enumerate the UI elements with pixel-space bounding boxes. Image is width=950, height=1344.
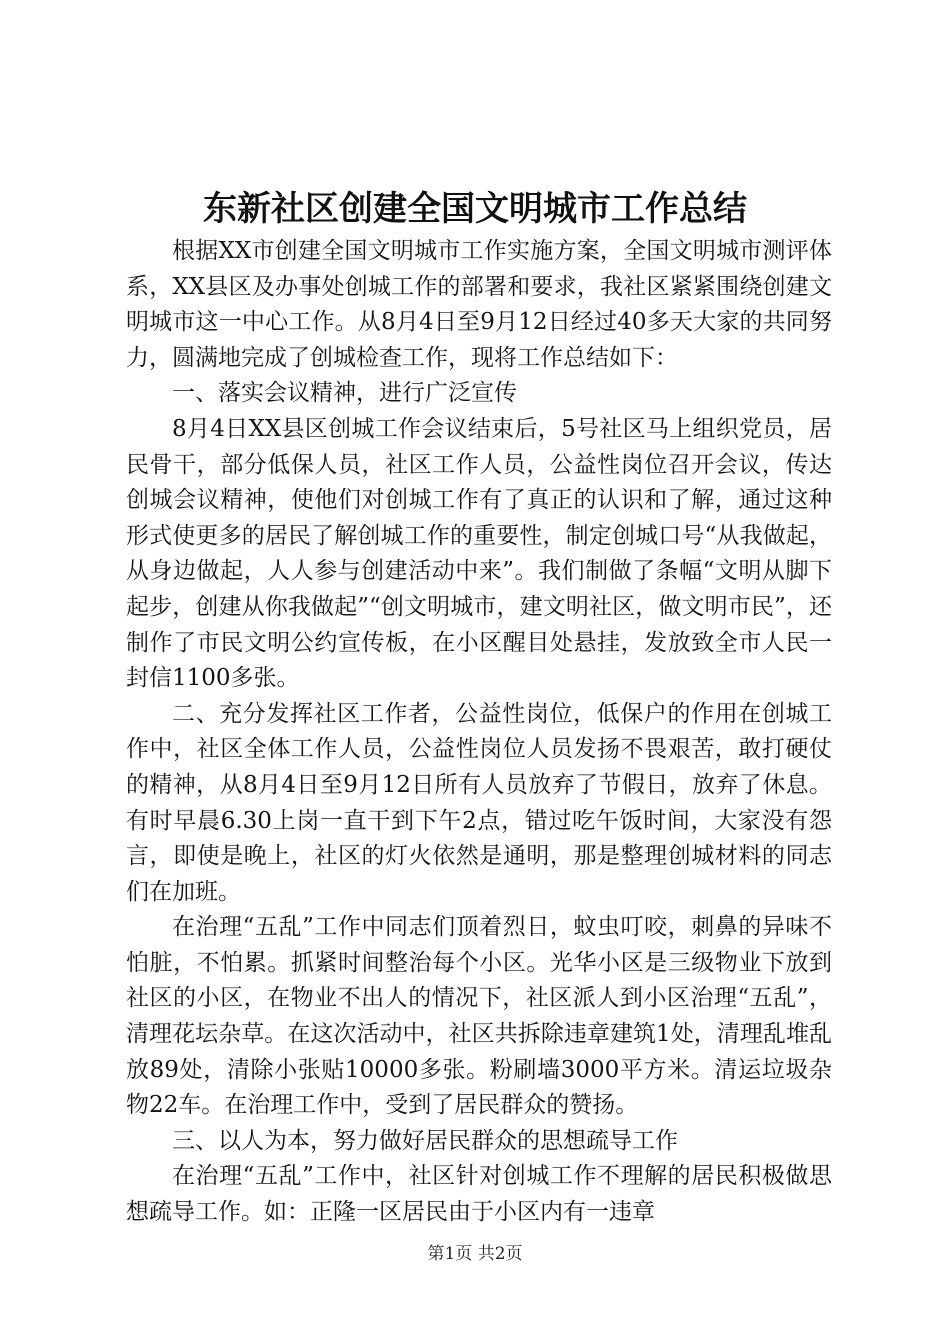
section-heading-1: 一、落实会议精神，进行广泛宣传	[172, 380, 517, 407]
document-body	[126, 234, 832, 1231]
page-footer: 第1页 共2页	[427, 1244, 523, 1264]
section-heading-3: 三、以人为本，努力做好居民群众的思想疏导工作	[172, 1127, 678, 1154]
paragraph-five-chaos: 在治理“五乱”工作中同志们顶着烈日，蚊虫叮咬，刺鼻的异味不怕脏，不怕累。抓紧时间整治每个小区。光华小区是三级物业下放到社区的小区，在物业不出人的情况下，社区派人到小区治理“五乱”，清理花坛杂草。在这次活动中，社区共拆除违章建筑1处，清理乱堆乱放89处，清除小张贴10000多张。粉刷墙3000平方米。清运垃圾杂物22车。在治理工作中，受到了居民群众的赞扬。	[126, 914, 832, 1119]
paragraph-guidance: 在治理“五乱”工作中，社区针对创城工作不理解的居民积极做思想疏导工作。如：正隆一区居民由于小区内有一违章	[126, 1163, 832, 1226]
paragraph-publicity: 8月4日XX县区创城工作会议结束后，5号社区马上组织党员，居民骨干，部分低保人员，社区工作人员，公益性岗位召开会议，传达创城会议精神，使他们对创城工作有了真正的认识和了解，通过这种形式使更多的居民了解创城工作的重要性，制定创城口号“从我做起，从身边做起，人人参与创建活动中来”。我们制做了条幅“文明从脚下起步，创建从你我做起”“创文明城市，建文明社区，做文明市民”，还制作了市民文明公约宣传板，在小区醒目处悬挂，发放致全市人民一封信1100多张。	[126, 415, 832, 692]
paragraph-intro: 根据XX市创建全国文明城市工作实施方案，全国文明城市测评体系，XX县区及办事处创城工作的部署和要求，我社区紧紧围绕创建文明城市这一中心工作。从8月4日至9月12日经过40多天大家的共同努力，圆满地完成了创城检查工作，现将工作总结如下：	[126, 238, 832, 371]
document-title: 东新社区创建全国文明城市工作总结	[203, 189, 747, 229]
paragraph-staff-role: 二、充分发挥社区工作者，公益性岗位，低保户的作用在创城工作中，社区全体工作人员，公益性岗位人员发扬不畏艰苦，敢打硬仗的精神，从8月4日至9月12日所有人员放弃了节假日，放弃了休息。有时早晨6.30上岗一直干到下午2点，错过吃午饭时间，大家没有怨言，即使是晚上，社区的灯火依然是通明，那是整理创城材料的同志们在加班。	[126, 700, 832, 905]
